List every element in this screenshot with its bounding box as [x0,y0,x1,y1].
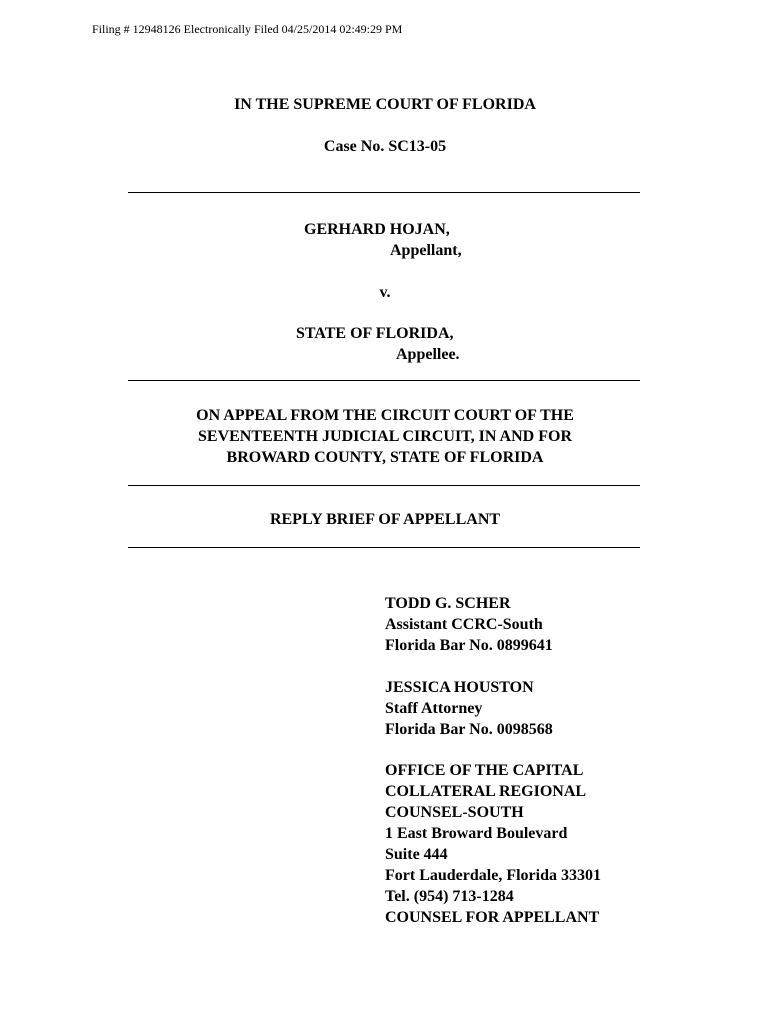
case-number: Case No. SC13-05 [323,138,447,155]
filing-stamp: Filing # 12948126 Electronically Filed 04/25/2014 02:49:29 PM [92,22,403,36]
office-line: COLLATERAL REGIONAL [385,783,587,800]
appeal-line-3: BROWARD COUNTY, STATE OF FLORIDA [226,449,544,466]
counsel-designation: COUNSEL FOR APPELLANT [385,909,600,926]
attorney-bar-number: Florida Bar No. 0098568 [385,721,553,738]
appellant-name: GERHARD HOJAN, [304,221,450,238]
attorney-name: TODD G. SCHER [385,595,511,612]
counsel-block-1 [385,593,553,656]
court-name: IN THE SUPREME COURT OF FLORIDA [234,96,536,113]
attorney-bar-number: Florida Bar No. 0899641 [385,637,553,654]
counsel-block-2 [385,677,553,740]
divider [128,192,640,193]
divider [128,547,640,548]
city-state-zip: Fort Lauderdale, Florida 33301 [385,867,601,884]
appeal-line-2: SEVENTEENTH JUDICIAL CIRCUIT, IN AND FOR [198,428,572,445]
appellee-role: Appellee. [396,346,460,363]
office-address-block [385,760,601,928]
suite: Suite 444 [385,846,448,863]
office-line: OFFICE OF THE CAPITAL [385,762,584,779]
brief-title: REPLY BRIEF OF APPELLANT [269,511,501,528]
attorney-title: Assistant CCRC-South [385,616,543,633]
divider [128,380,640,381]
attorney-title: Staff Attorney [385,700,483,717]
appellee-name: STATE OF FLORIDA, [296,325,454,342]
street-address: 1 East Broward Boulevard [385,825,568,842]
divider [128,485,640,486]
appeal-line-1: ON APPEAL FROM THE CIRCUIT COURT OF THE [196,407,574,424]
versus: v. [379,284,391,301]
appellant-role: Appellant, [390,242,462,259]
office-line: COUNSEL-SOUTH [385,804,524,821]
attorney-name: JESSICA HOUSTON [385,679,534,696]
telephone: Tel. (954) 713-1284 [385,888,514,905]
